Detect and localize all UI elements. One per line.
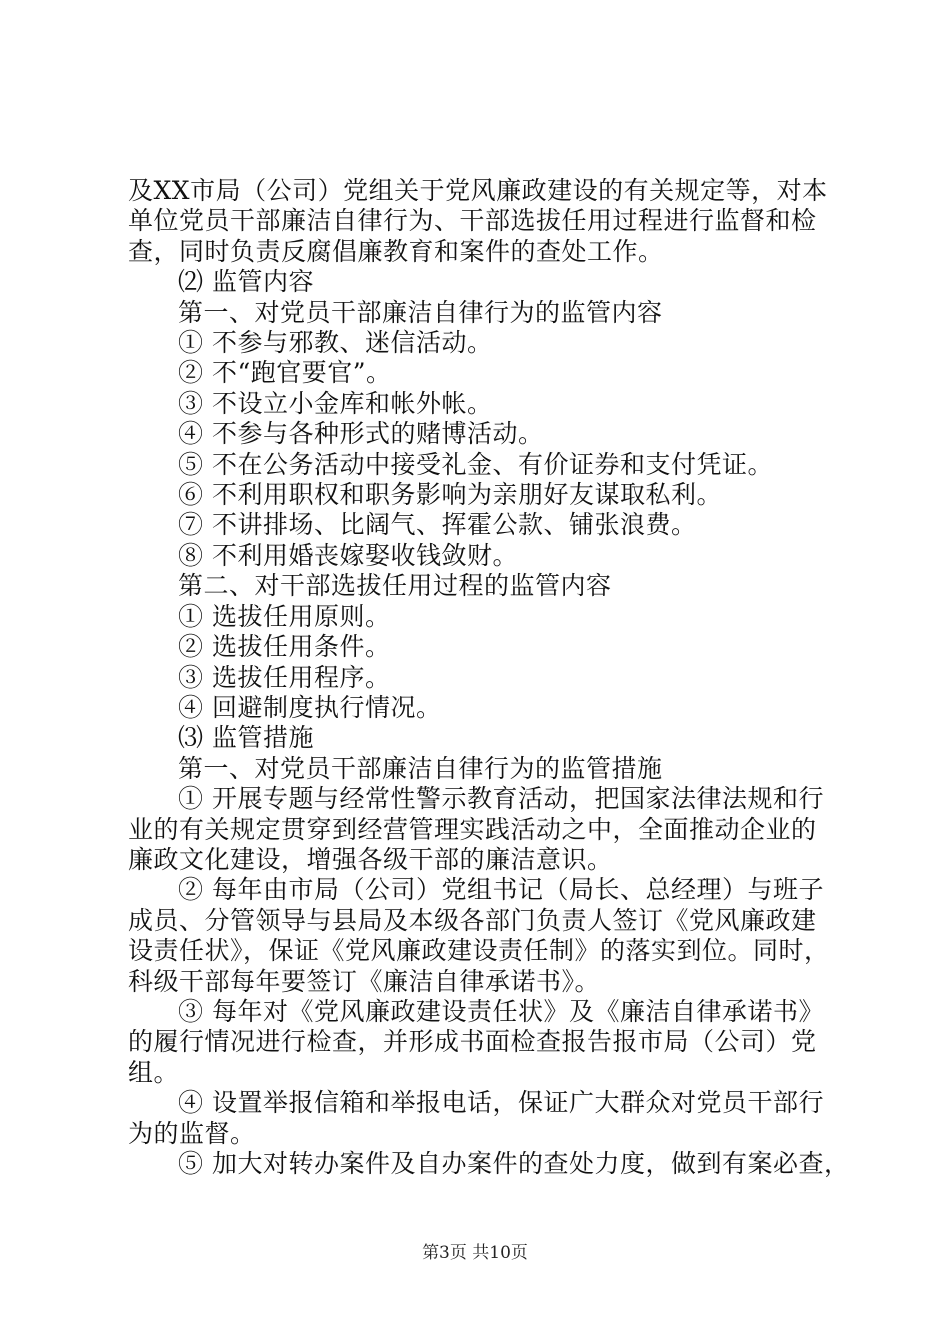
list-item: ③ 不设立小金库和帐外帐。 bbox=[178, 388, 493, 418]
list-item: ④ 回避制度执行情况。 bbox=[178, 692, 442, 722]
paragraph-line: ① 开展专题与经常性警示教育活动，把国家法律法规和行 bbox=[178, 784, 824, 814]
list-item: ④ 不参与各种形式的赌博活动。 bbox=[178, 419, 544, 449]
list-item: ① 不参与邪教、迷信活动。 bbox=[178, 328, 493, 358]
subsection-heading: 第一、对党员干部廉洁自律行为的监管内容 bbox=[178, 297, 663, 327]
list-item: ① 选拔任用原则。 bbox=[178, 601, 391, 631]
list-item: ⑤ 不在公务活动中接受礼金、有价证券和支付凭证。 bbox=[178, 449, 773, 479]
list-item: ③ 选拔任用程序。 bbox=[178, 662, 391, 692]
paragraph-line: 为的监督。 bbox=[128, 1118, 256, 1148]
paragraph-line: 科级干部每年要签订《廉洁自律承诺书》。 bbox=[128, 966, 601, 996]
paragraph-line: 廉政文化建设，增强各级干部的廉洁意识。 bbox=[128, 844, 613, 874]
paragraph-line: 成员、分管领导与县局及本级各部门负责人签订《党风廉政建 bbox=[128, 905, 817, 935]
paragraph-line: ③ 每年对《党风廉政建设责任状》及《廉洁自律承诺书》 bbox=[178, 996, 824, 1026]
page-number-footer: 第3页 共10页 bbox=[422, 1243, 528, 1263]
list-item: ② 选拔任用条件。 bbox=[178, 632, 391, 662]
document-body bbox=[128, 176, 850, 1179]
paragraph-line: 的履行情况进行检查，并形成书面检查报告报市局（公司）党 bbox=[128, 1027, 817, 1057]
paragraph-line: ⑤ 加大对转办案件及自办案件的查处力度，做到有案必查， bbox=[178, 1149, 850, 1178]
list-item: ② 不“跑官要官”。 bbox=[178, 358, 392, 388]
list-item: ⑥ 不利用职权和职务影响为亲朋好友谋取私利。 bbox=[178, 480, 722, 510]
paragraph-line: ④ 设置举报信箱和举报电话，保证广大群众对党员干部行 bbox=[178, 1088, 824, 1118]
paragraph-line: 组。 bbox=[128, 1057, 180, 1087]
section-heading: ⑶ 监管措施 bbox=[178, 723, 314, 753]
list-item: ⑦ 不讲排场、比阔气、挥霍公款、铺张浪费。 bbox=[178, 510, 697, 540]
text-line: 及XX市局（公司）党组关于党风廉政建设的有关规定等，对本 bbox=[128, 176, 828, 205]
text-line: 查，同时负责反腐倡廉教育和案件的查处工作。 bbox=[128, 236, 664, 266]
paragraph-line: ② 每年由市局（公司）党组书记（局长、总经理）与班子 bbox=[178, 875, 824, 905]
paragraph-line: 业的有关规定贯穿到经营管理实践活动之中，全面推动企业的 bbox=[128, 814, 817, 844]
section-heading: ⑵ 监管内容 bbox=[178, 267, 314, 297]
subsection-heading: 第一、对党员干部廉洁自律行为的监管措施 bbox=[178, 753, 663, 783]
subsection-heading: 第二、对干部选拔任用过程的监管内容 bbox=[178, 571, 612, 601]
paragraph-line: 设责任状》，保证《党风廉政建设责任制》的落实到位。同时， bbox=[128, 936, 830, 966]
text-line: 单位党员干部廉洁自律行为、干部选拔任用过程进行监督和检 bbox=[128, 206, 817, 236]
list-item: ⑧ 不利用婚丧嫁娶收钱敛财。 bbox=[178, 540, 518, 570]
